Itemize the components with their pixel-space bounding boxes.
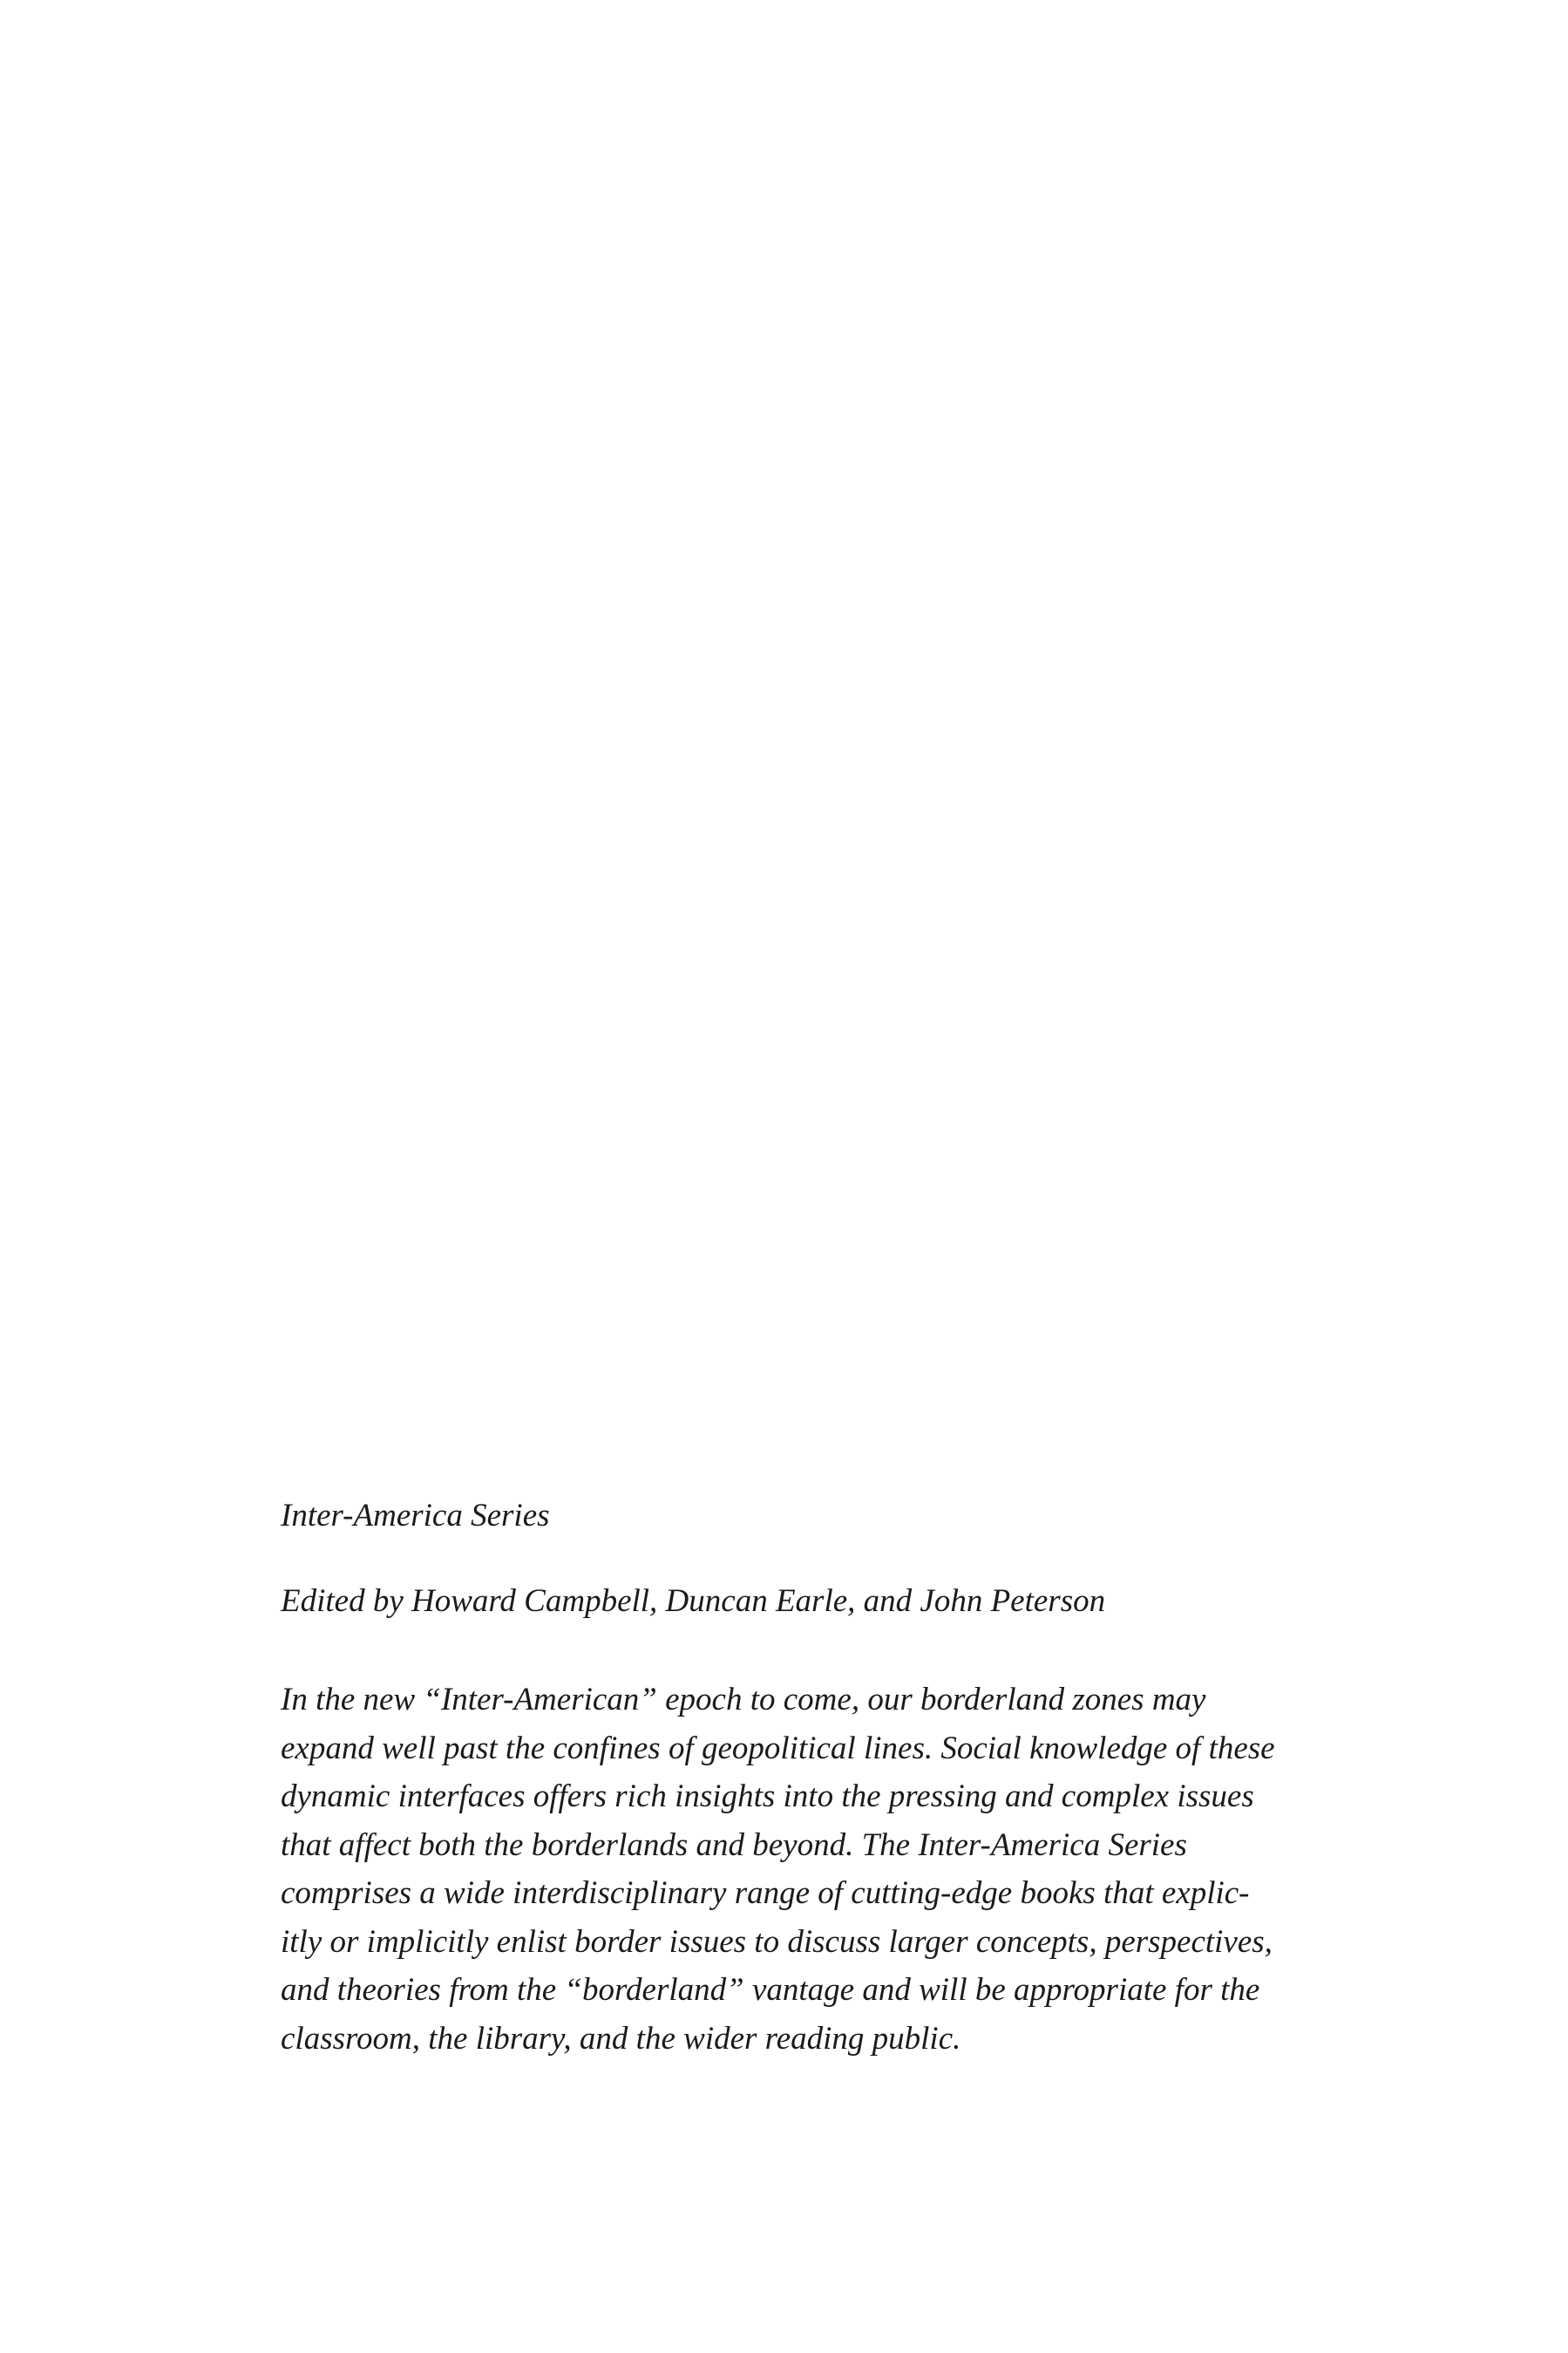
description-line: that affect both the borderlands and beyond. The Inter-America Series [281, 1826, 1187, 1863]
description-line: classroom, the library, and the wider reading public. [281, 2020, 961, 2057]
series-editors: Edited by Howard Campbell, Duncan Earle, and John Peterson [281, 1583, 1106, 1619]
description-line: dynamic interfaces offers rich insights into the pressing and complex issues [281, 1778, 1254, 1814]
description-line: and theories from the “borderland” vantage and will be appropriate for the [281, 1972, 1260, 2008]
description-line: expand well past the confines of geopolitical lines. Social knowledge of these [281, 1730, 1275, 1766]
description-line: In the new “Inter-American” epoch to come, our borderland zones may [281, 1682, 1206, 1717]
series-description [281, 1676, 1353, 2063]
series-title: Inter-America Series [281, 1498, 550, 1534]
description-line: comprises a wide interdisciplinary range of cutting-edge books that explic- [281, 1875, 1250, 1911]
description-line: itly or implicitly enlist border issues to discuss larger concepts, perspectives, [281, 1923, 1273, 1960]
